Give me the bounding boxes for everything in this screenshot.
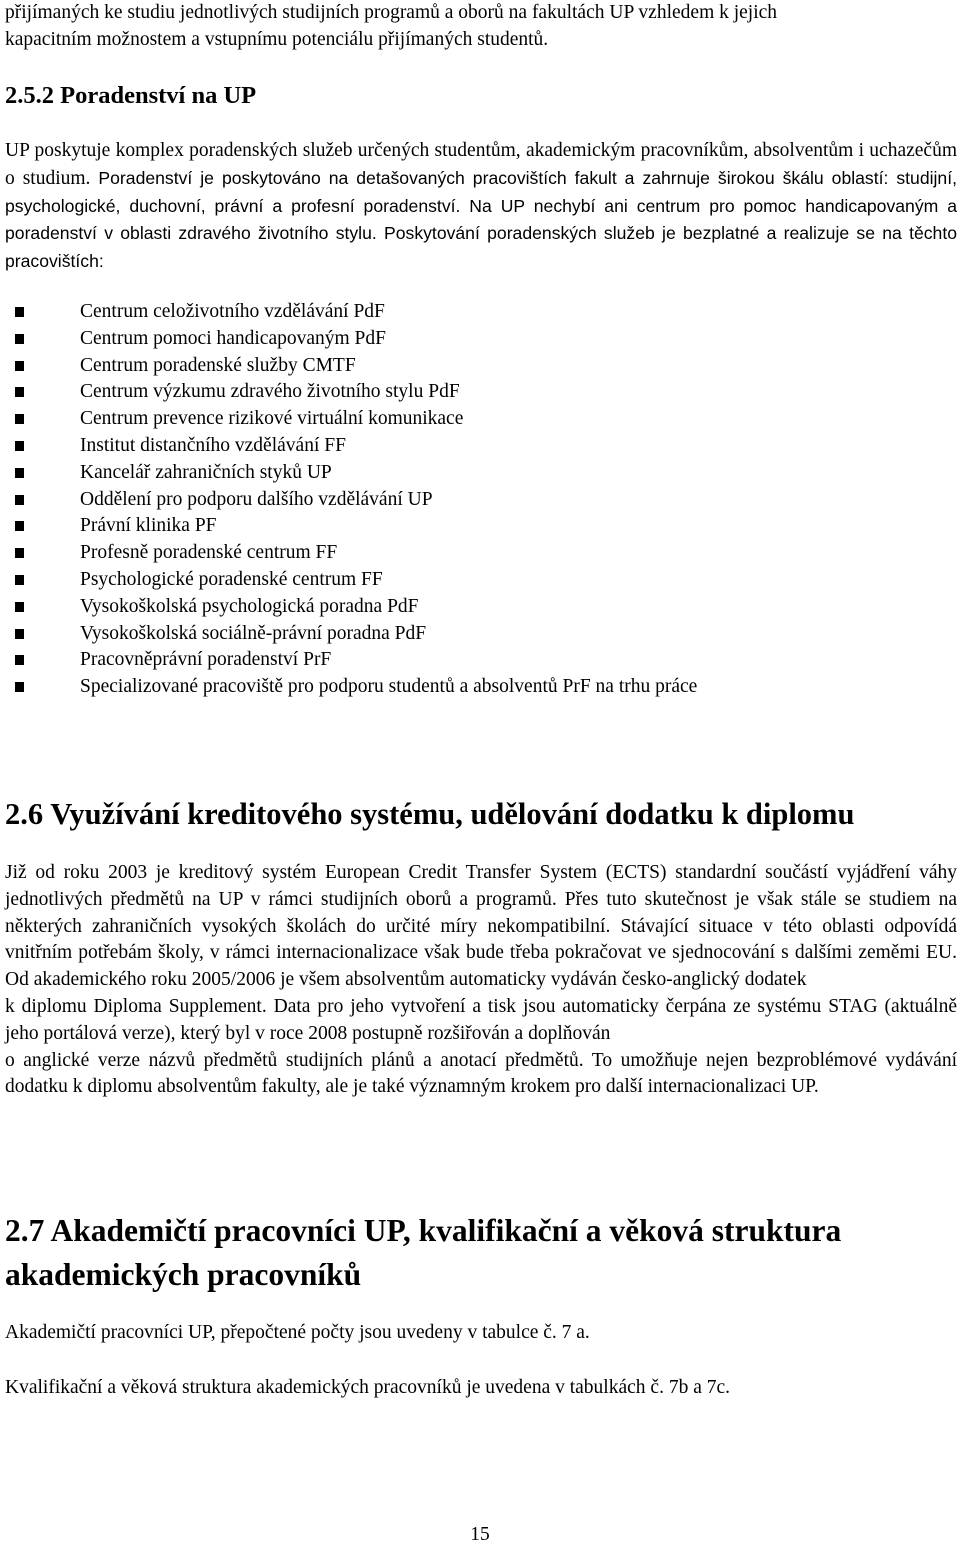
list-item: Centrum celoživotního vzdělávání PdF xyxy=(5,299,957,326)
section-heading-2-5-2: 2.5.2 Poradenství na UP xyxy=(5,82,257,109)
section-2-7-paragraph-2: Kvalifikační a věková struktura akademických pracovníků je uvedena v tabulkách č. 7b a 7c. xyxy=(5,1377,731,1398)
list-item: Institut distančního vzdělávání FF xyxy=(5,433,957,460)
page-number: 15 xyxy=(470,1524,490,1545)
section-heading-2-6: 2.6 Využívání kreditového systému, udělování dodatku k diplomu xyxy=(5,797,855,831)
square-bullet-icon xyxy=(15,602,24,612)
section-heading-2-7-line-1: 2.7 Akademičtí pracovníci UP, kvalifikační a věková struktura xyxy=(5,1213,842,1248)
list-item: Centrum pomoci handicapovaným PdF xyxy=(5,326,957,353)
list-item: Profesně poradenské centrum FF xyxy=(5,540,957,567)
list-item: Specializované pracoviště pro podporu studentů a absolventů PrF na trhu práce xyxy=(5,674,957,701)
list-item: Právní klinika PF xyxy=(5,513,957,540)
square-bullet-icon xyxy=(15,629,24,639)
section-2-6-paragraph-part2: k diplomu Diploma Supplement. Data pro jeho vytvoření a tisk jsou automaticky čerpána ze systému STAG (aktuálně jeho portálová verze), který byl v roce 2008 postupně rozšiřován a doplňován xyxy=(5,995,957,1044)
list-item: Centrum výzkumu zdravého životního stylu PdF xyxy=(5,379,957,406)
square-bullet-icon xyxy=(15,361,24,371)
counseling-centers-list xyxy=(5,299,957,701)
square-bullet-icon xyxy=(15,495,24,505)
intro-line-1: přijímaných ke studiu jednotlivých studijních programů a oborů na fakultách UP vzhledem k jejich xyxy=(5,2,778,23)
square-bullet-icon xyxy=(15,414,24,424)
section-heading-2-7 xyxy=(5,1209,957,1297)
section-2-5-2-paragraph-part2: Poradenství je poskytováno na detašovaných pracovištích fakult a zahrnuje širokou škálu oblastí: studijní, psychologické, duchovní, právní a profesní poradenství. Na UP nechybí ani centrum pro pomoc handicapovaným a poradenství v oblasti zdravého životního stylu. Poskytování poradenských služeb je bezplatné a realizuje se na těchto pracovištích: xyxy=(5,167,957,272)
square-bullet-icon xyxy=(15,468,24,478)
square-bullet-icon xyxy=(15,334,24,344)
section-2-6-paragraph-part3: o anglické verze názvů předmětů studijních plánů a anotací předmětů. To umožňuje nejen bezproblémové vydávání dodatku k diplomu absolventům fakulty, ale je také významným krokem pro další internacionalizaci UP. xyxy=(5,1049,957,1098)
square-bullet-icon xyxy=(15,548,24,558)
intro-line-2: kapacitním možnostem a vstupnímu potenciálu přijímaných studentů. xyxy=(5,28,549,50)
section-2-6-paragraph xyxy=(5,860,957,1101)
list-item: Vysokoškolská sociálně-právní poradna PdF xyxy=(5,621,957,648)
intro-paragraph xyxy=(5,0,957,54)
list-item: Kancelář zahraničních styků UP xyxy=(5,460,957,487)
section-2-6-paragraph-part1: Již od roku 2003 je kreditový systém European Credit Transfer System (ECTS) standardní součástí vyjádření váhy jednotlivých předmětů na UP v rámci studijních oborů a programů. Přes tuto skutečnost je však stále se studiem na některých zahraničních vysokých školách do určité míry nekompatibilní. Stávající situace v této oblasti odpovídá vnitřním potřebám školy, v rámci internacionalizace však bude třeba pokračovat ve sjednocování s dalšími zeměmi EU. Od akademického roku 2005/2006 je všem absolventům automaticky vydáván česko-anglický dodatek xyxy=(5,862,957,991)
list-item: Centrum prevence rizikové virtuální komunikace xyxy=(5,406,957,433)
list-item: Pracovněprávní poradenství PrF xyxy=(5,647,957,674)
square-bullet-icon xyxy=(15,655,24,665)
square-bullet-icon xyxy=(15,307,24,317)
square-bullet-icon xyxy=(15,387,24,397)
list-item: Oddělení pro podporu dalšího vzdělávání UP xyxy=(5,487,957,514)
section-2-7-paragraph-1: Akademičtí pracovníci UP, přepočtené počty jsou uvedeny v tabulce č. 7 a. xyxy=(5,1322,590,1343)
section-heading-2-7-line-2: akademických pracovníků xyxy=(5,1257,362,1292)
square-bullet-icon xyxy=(15,575,24,585)
list-item: Centrum poradenské služby CMTF xyxy=(5,353,957,380)
list-item: Psychologické poradenské centrum FF xyxy=(5,567,957,594)
section-2-5-2-paragraph-part1: UP poskytuje komplex poradenských služeb určených studentům, akademickým pracovníkům, absolventům i uchazečům o studium. xyxy=(5,140,957,189)
square-bullet-icon xyxy=(15,521,24,531)
section-2-5-2-paragraph xyxy=(5,138,957,276)
square-bullet-icon xyxy=(15,441,24,451)
list-item: Vysokoškolská psychologická poradna PdF xyxy=(5,594,957,621)
square-bullet-icon xyxy=(15,682,24,692)
